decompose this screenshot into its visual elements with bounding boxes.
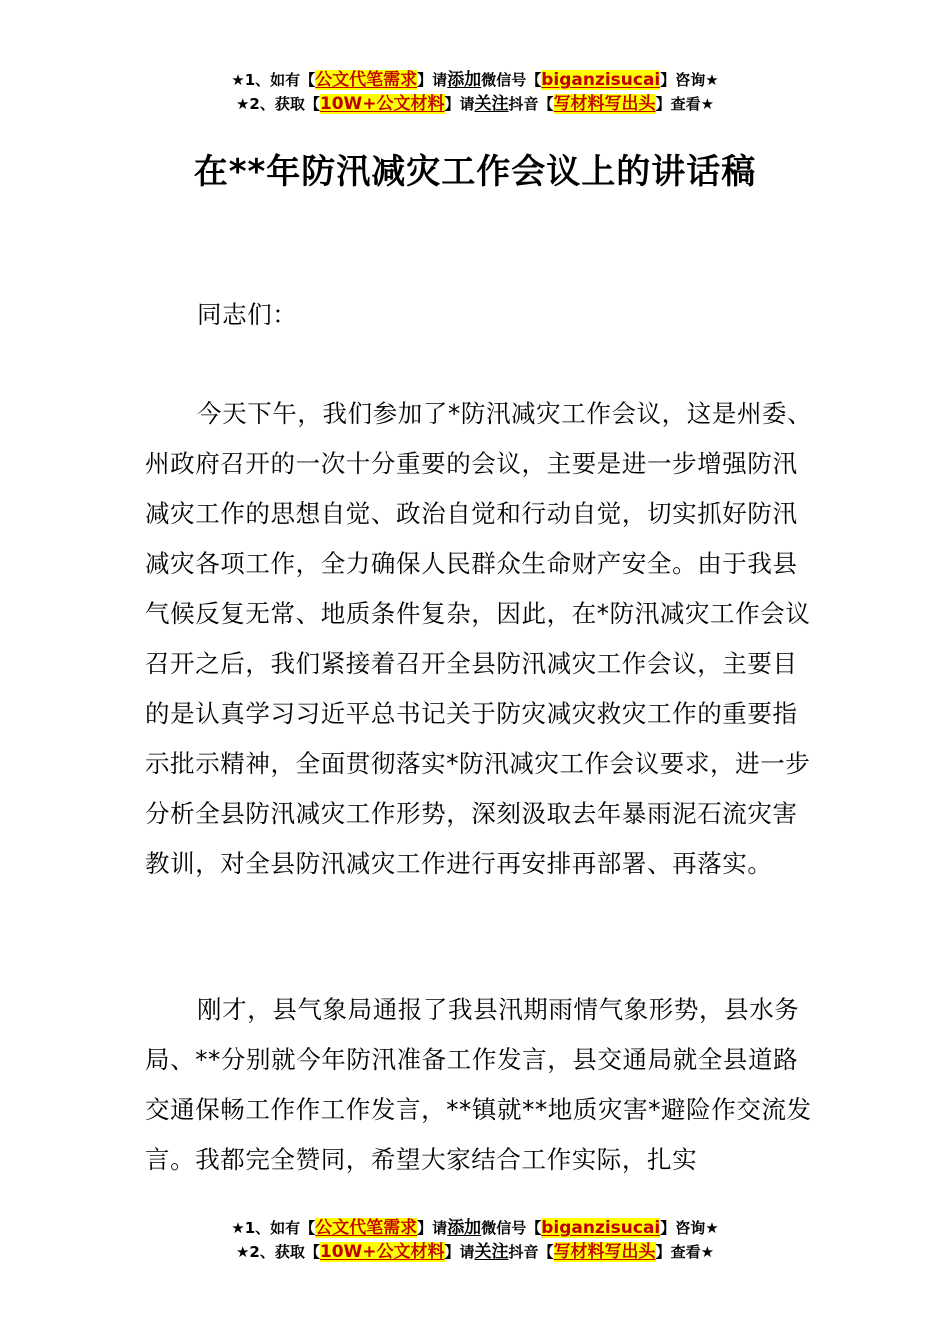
footer-ad-text: 】查看★ xyxy=(655,1243,715,1261)
footer-ad-text: ★2、获取【 xyxy=(235,1243,320,1261)
footer-ad-douyin-id: 写材料写出头 xyxy=(553,1242,656,1262)
header-ad-text: 】查看★ xyxy=(655,95,715,113)
header-ad-highlight: 公文代笔需求 xyxy=(315,70,418,90)
document-title: 在**年防汛减灾工作会议上的讲话稿 xyxy=(193,152,757,192)
footer-ad-text: 】请 xyxy=(444,1243,475,1261)
header-ad-text: 抖音【 xyxy=(508,95,554,113)
salutation: 同志们： xyxy=(197,300,298,329)
header-ad-text: ★1、如有【 xyxy=(231,71,316,89)
header-ad-text: 微信号【 xyxy=(481,71,542,89)
footer-ad-text: 】咨询★ xyxy=(660,1219,719,1237)
footer-ad-text: 微信号【 xyxy=(481,1219,542,1237)
body-paragraph: 刚才，县气象局通报了我县汛期雨情气象形势，县水务局、**分别就今年防汛准备工作发言，县交通局就全县道路交通保畅工作作工作发言，**镇就**地质灾害*避险作交流发言。我都完全赞同，希望大家结合工作实际，扎实 xyxy=(145,995,812,1174)
footer-ad-banner xyxy=(0,1216,950,1264)
footer-ad-wechat-id: biganzisucai xyxy=(541,1218,661,1238)
header-ad-highlight: 10W+公文材料 xyxy=(319,94,445,114)
header-ad-text: 】请 xyxy=(417,71,448,89)
body-paragraph: 今天下午，我们参加了*防汛减灾工作会议，这是州委、州政府召开的一次十分重要的会议，主要是进一步增强防汛减灾工作的思想自觉、政治自觉和行动自觉，切实抓好防汛减灾各项工作，全力确保人民群众生命财产安全。由于我县气候反复无常、地质条件复杂，因此，在*防汛减灾工作会议召开之后，我们紧接着召开全县防汛减灾工作会议，主要目的是认真学习习近平总书记关于防灾减灾救灾工作的重要指示批示精神，全面贯彻落实*防汛减灾工作会议要求，进一步分析全县防汛减灾工作形势，深刻汲取去年暴雨泥石流灾害教训，对全县防汛减灾工作进行再安排再部署、再落实。 xyxy=(145,399,813,878)
footer-ad-text: 】请 xyxy=(417,1219,448,1237)
header-ad-text: 】咨询★ xyxy=(660,71,719,89)
header-ad-emphasis: 添加 xyxy=(447,70,482,90)
footer-ad-highlight: 公文代笔需求 xyxy=(315,1218,418,1238)
footer-ad-text: ★1、如有【 xyxy=(231,1219,316,1237)
footer-ad-emphasis: 添加 xyxy=(447,1218,482,1238)
header-ad-banner xyxy=(0,68,950,116)
footer-ad-emphasis: 关注 xyxy=(474,1242,509,1262)
header-ad-douyin-id: 写材料写出头 xyxy=(553,94,656,114)
header-ad-wechat-id: biganzisucai xyxy=(541,70,661,90)
header-ad-line-2 xyxy=(0,92,950,116)
header-ad-text: ★2、获取【 xyxy=(235,95,320,113)
header-ad-line-1 xyxy=(0,68,950,92)
footer-ad-text: 抖音【 xyxy=(508,1243,554,1261)
header-ad-emphasis: 关注 xyxy=(474,94,509,114)
footer-ad-highlight: 10W+公文材料 xyxy=(319,1242,445,1262)
footer-ad-line-1 xyxy=(0,1216,950,1240)
header-ad-text: 】请 xyxy=(444,95,475,113)
footer-ad-line-2 xyxy=(0,1240,950,1264)
